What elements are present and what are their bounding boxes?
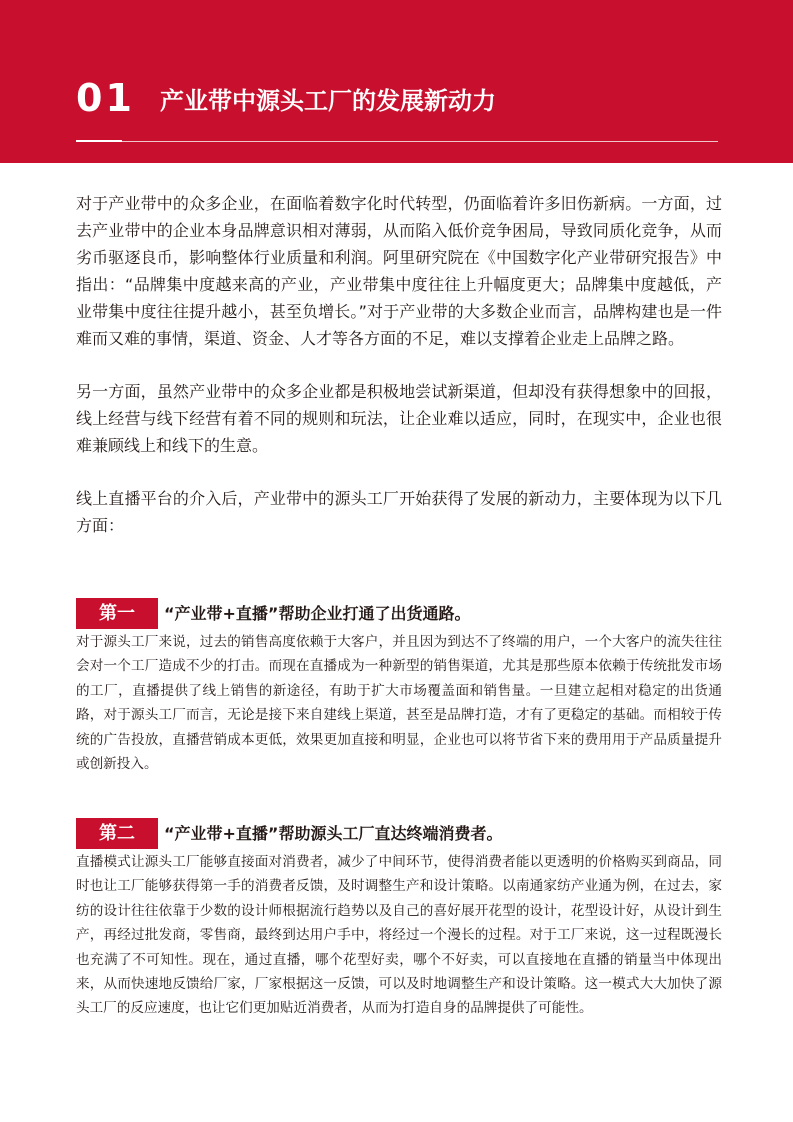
section-body: 对于源头工厂来说，过去的销售高度依赖于大客户，并且因为到达不了终端的用户，一个大客户的流失往往会对一个工厂造成不少的打击。而现在直播成为一种新型的销售渠道，尤其是那些原本依赖于传统批发市场的工厂，直播提供了线上销售的新途径，有助于扩大市场覆盖面和销售量。一旦建立起相对稳定的出货通路，对于源头工厂而言，无论是接下来自建线上渠道，甚至是品牌打造，才有了更稳定的基础。而相较于传统的广告投放，直播营销成本更低，效果更加直接和明显，企业也可以将节省下来的费用用于产品质量提升或创新投入。 — [76, 634, 722, 773]
header-divider-accent — [76, 140, 122, 142]
section-badge: 第二 — [76, 818, 158, 849]
intro-paragraph: 对于产业带中的众多企业，在面临着数字化时代转型，仍面临着许多旧伤新病。一方面，过去产业带中的企业本身品牌意识相对薄弱，从而陷入低价竞争困局，导致同质化竞争，从而劣币驱逐良币，影响整体行业质量和利润。阿里研究院在《中国数字化产业带研究报告》中指出：“品牌集中度越来高的产业，产业带集中度往往上升幅度更大；品牌集中度越低，产业带集中度往往提升越小，甚至负增长。”对于产业带的大多数企业而言，品牌构建也是一件难而又难的事情，渠道、资金、人才等各方面的不足，难以支撑着企业走上品牌之路。 — [76, 194, 722, 348]
chapter-title: 产业带中源头工厂的发展新动力 — [160, 87, 496, 115]
intro-paragraph: 另一方面，虽然产业带中的众多企业都是积极地尝试新渠道，但却没有获得想象中的回报，线上经营与线下经营有着不同的规则和玩法，让企业难以适应，同时，在现实中，企业也很难兼顾线上和线下的生意。 — [76, 382, 722, 455]
section-title: “产业带+直播”帮助源头工厂直达终端消费者。 — [164, 824, 503, 843]
intro-text — [76, 190, 722, 565]
header-banner — [0, 0, 793, 163]
intro-paragraph: 线上直播平台的介入后，产业带中的源头工厂开始获得了发展的新动力，主要体现为以下几方面： — [76, 489, 722, 535]
section-body: 直播模式让源头工厂能够直接面对消费者，减少了中间环节，使得消费者能以更透明的价格购买到商品，同时也让工厂能够获得第一手的消费者反馈，及时调整生产和设计策略。以南通家纺产业通为例，在过去，家纺的设计往往依靠于少数的设计师根据流行趋势以及自己的喜好展开花型的设计，花型设计好，从设计到生产，再经过批发商，零售商，最终到达用户手中，将经过一个漫长的过程。对于工厂来说，这一过程既漫长也充满了不可知性。现在，通过直播，哪个花型好卖，哪个不好卖，可以直接地在直播的销量当中体现出来，从而快速地反馈给厂家，厂家根据这一反馈，可以及时地调整生产和设计策略。这一模式大大加快了源头工厂的反应速度，也让它们更加贴近消费者，从而为打造自身的品牌提供了可能性。 — [76, 854, 722, 1017]
section-badge: 第一 — [76, 598, 158, 629]
chapter-number: 01 — [76, 76, 135, 120]
section-heading — [76, 598, 722, 630]
section-heading — [76, 818, 722, 850]
section-second — [76, 818, 722, 1021]
section-title: “产业带+直播”帮助企业打通了出货通路。 — [164, 604, 471, 623]
header-divider — [76, 141, 718, 142]
section-first — [76, 598, 722, 776]
